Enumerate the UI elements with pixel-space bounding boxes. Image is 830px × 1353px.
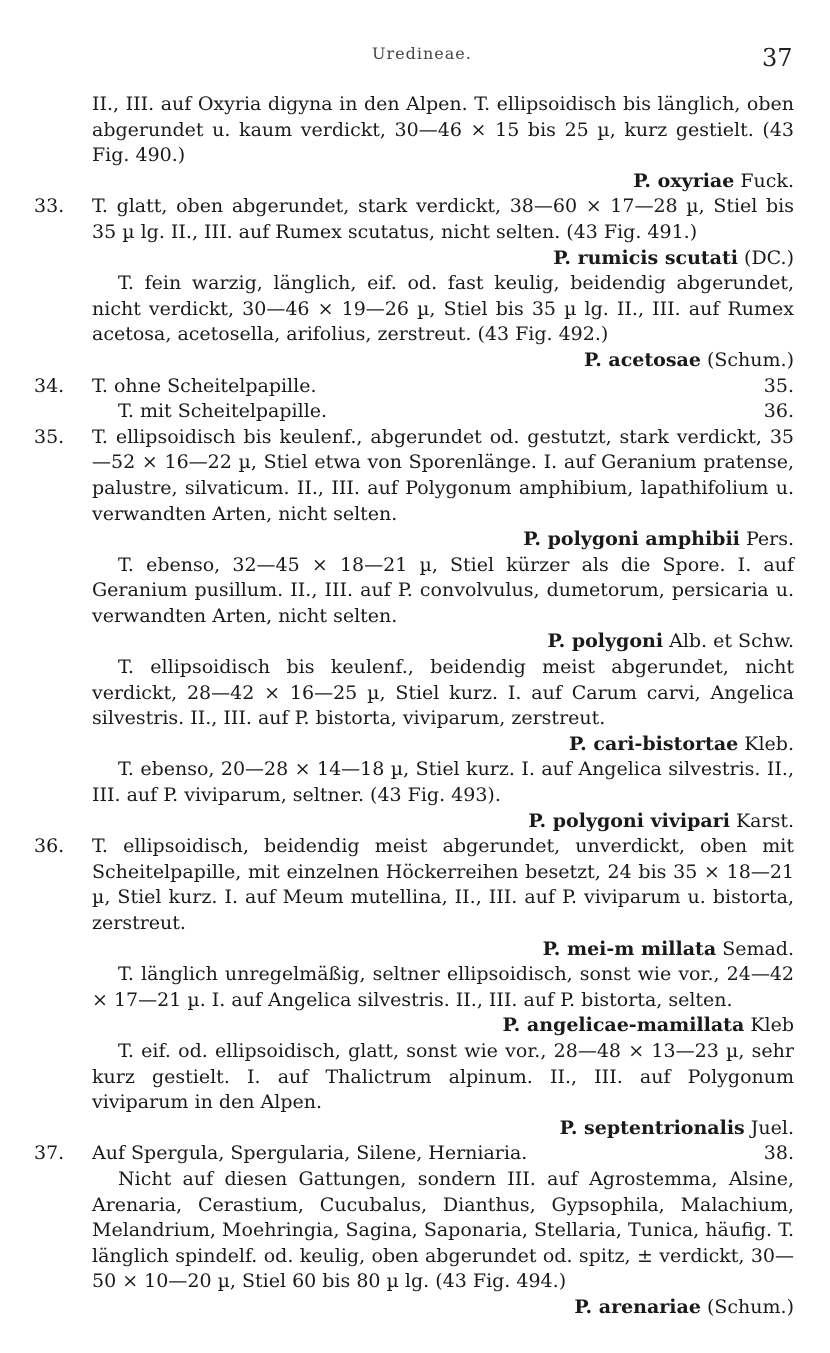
paragraph: T. fein warzig, länglich, eif. od. fast keulig, beidendig abgerundet, nicht verdickt, 30—46 × 19—26 µ, Stiel bis 35 µ lg. II., III. auf Rumex acetosa, acetosella, arifolius, zerstreut. (43 Fig. 492.) P. acetosae (Schum.) [92, 271, 794, 373]
species-name: P. polygoni vivipari Karst. [528, 809, 794, 832]
couplet-33 [34, 194, 794, 271]
page-header [0, 40, 830, 80]
couplet-number: 33. [34, 195, 65, 218]
species-name: P. polygoni Alb. et Schw. [547, 630, 794, 653]
couplet-number: 35. [34, 425, 65, 448]
page-number: 37 [762, 44, 793, 72]
paragraph: T. länglich unregelmäßig, seltner ellipsoidisch, sonst wie vor., 24—42 × 17—21 µ. I. auf Angelica silvestris. II., III. auf P. bistorta, selten. P. angelicae-mamillata Kleb [92, 962, 794, 1039]
paragraph: T. eif. od. ellipsoidisch, glatt, sonst wie vor., 28—48 × 13—23 µ, sehr kurz gestielt. I. auf Thalictrum alpinum. II., III. auf Polygonum viviparum in den Alpen. P. septentrionalis Juel. [92, 1039, 794, 1141]
entry-septentrionalis [92, 1039, 794, 1141]
couplet-37 [34, 1141, 794, 1320]
entry-oxyriae [92, 92, 794, 194]
entry-acetosae [92, 271, 794, 373]
running-head: Uredineae. [372, 44, 472, 63]
species-name: P. cari-bistortae Kleb. [569, 732, 794, 755]
paragraph: II., III. auf Oxyria digyna in den Alpen. T. ellipsoidisch bis länglich, oben abgerundet u. kaum verdickt, 30—46 × 15 bis 25 µ, kurz gestielt. (43 Fig. 490.) P. oxyriae Fuck. [92, 92, 794, 194]
paragraph: T. ebenso, 20—28 × 14—18 µ, Stiel kurz. I. auf Angelica silvestris. II., III. auf P. viviparum, seltner. (43 Fig. 493). P. polygoni vivipari Karst. [92, 757, 794, 834]
couplet-35 [34, 425, 794, 553]
entry-polygoni [92, 553, 794, 655]
paragraph: T. ellipsoidisch bis keulenf., abgerundet od. gestutzt, stark verdickt, 35—52 × 16—22 µ, Stiel etwa von Sporenlänge. I. auf Geranium pratense, palustre, silvaticum. II., III. auf Polygonum amphibium, lapathifolium u. verwandten Arten, nicht selten. P. polygoni amphibii Pers. [92, 425, 794, 553]
species-name: P. polygoni amphibii Pers. [523, 528, 794, 551]
entry-angelicae-mamillata [92, 962, 794, 1039]
paragraph: T. ellipsoidisch, beidendig meist abgerundet, unverdickt, oben mit Scheitelpapille, mit einzelnen Höckerreihen besetzt, 24 bis 35 × 18—21 µ, Stiel kurz. I. auf Meum mutellina, II., III. auf P. viviparum u. bistorta, zerstreut. P. mei-m millata Semad. [92, 834, 794, 962]
key-lead: T. mit Scheitelpapille. 36. [118, 400, 794, 423]
paragraph: T. ellipsoidisch bis keulenf., beidendig meist abgerundet, nicht verdickt, 28—42 × 16—25 µ, Stiel kurz. I. auf Carum carvi, Angelica silvestris. II., III. auf P. bistorta, viviparum, zerstreut. P. cari-bistortae Kleb. [92, 655, 794, 757]
key-lead: Auf Spergula, Spergularia, Silene, Herniaria. 38. [92, 1142, 794, 1165]
species-name: P. oxyriae Fuck. [633, 169, 794, 192]
species-name: P. mei-m millata Semad. [542, 937, 794, 960]
entry-cari-bistortae [92, 655, 794, 757]
species-name: P. acetosae (Schum.) [584, 348, 794, 371]
paragraph: T. ebenso, 32—45 × 18—21 µ, Stiel kürzer als die Spore. I. auf Geranium pusillum. II., III. auf P. convolvulus, dumetorum, persicaria u. verwandten Arten, nicht selten. P. polygoni Alb. et Schw. [92, 553, 794, 655]
entry-polygoni-vivipari [92, 757, 794, 834]
species-name: P. angelicae-mamillata Kleb [502, 1014, 794, 1037]
paragraph: T. glatt, oben abgerundet, stark verdickt, 38—60 × 17—28 µ, Stiel bis 35 µ lg. II., III. auf Rumex scutatus, nicht selten. (43 Fig. 491.) P. rumicis scutati (DC.) [92, 194, 794, 271]
key-lead: T. ohne Scheitelpapille. 35. [92, 374, 794, 397]
text-body [34, 92, 794, 1321]
couplet-number: 34. [34, 374, 65, 397]
couplet-36 [34, 834, 794, 962]
couplet-number: 36. [34, 835, 65, 858]
species-name: P. rumicis scutati (DC.) [553, 246, 794, 269]
couplet-number: 37. [34, 1142, 65, 1165]
paragraph: Nicht auf diesen Gattungen, sondern III. auf Agrostemma, Alsine, Arenaria, Cerastium, Cucubalus, Dianthus, Gypsophila, Malachium, Melandrium, Moehringia, Sagina, Saponaria, Stellaria, Tunica, häufig. T. länglich spindelf. od. keulig, oben abgerundet od. spitz, ± verdickt, 30—50 × 10—20 µ, Stiel 60 bis 80 µ lg. (43 Fig. 494.) P. arenariae (Schum.) [92, 1167, 794, 1321]
couplet-34 [34, 374, 794, 425]
species-name: P. septentrionalis Juel. [559, 1116, 794, 1139]
species-name: P. arenariae (Schum.) [574, 1295, 794, 1318]
